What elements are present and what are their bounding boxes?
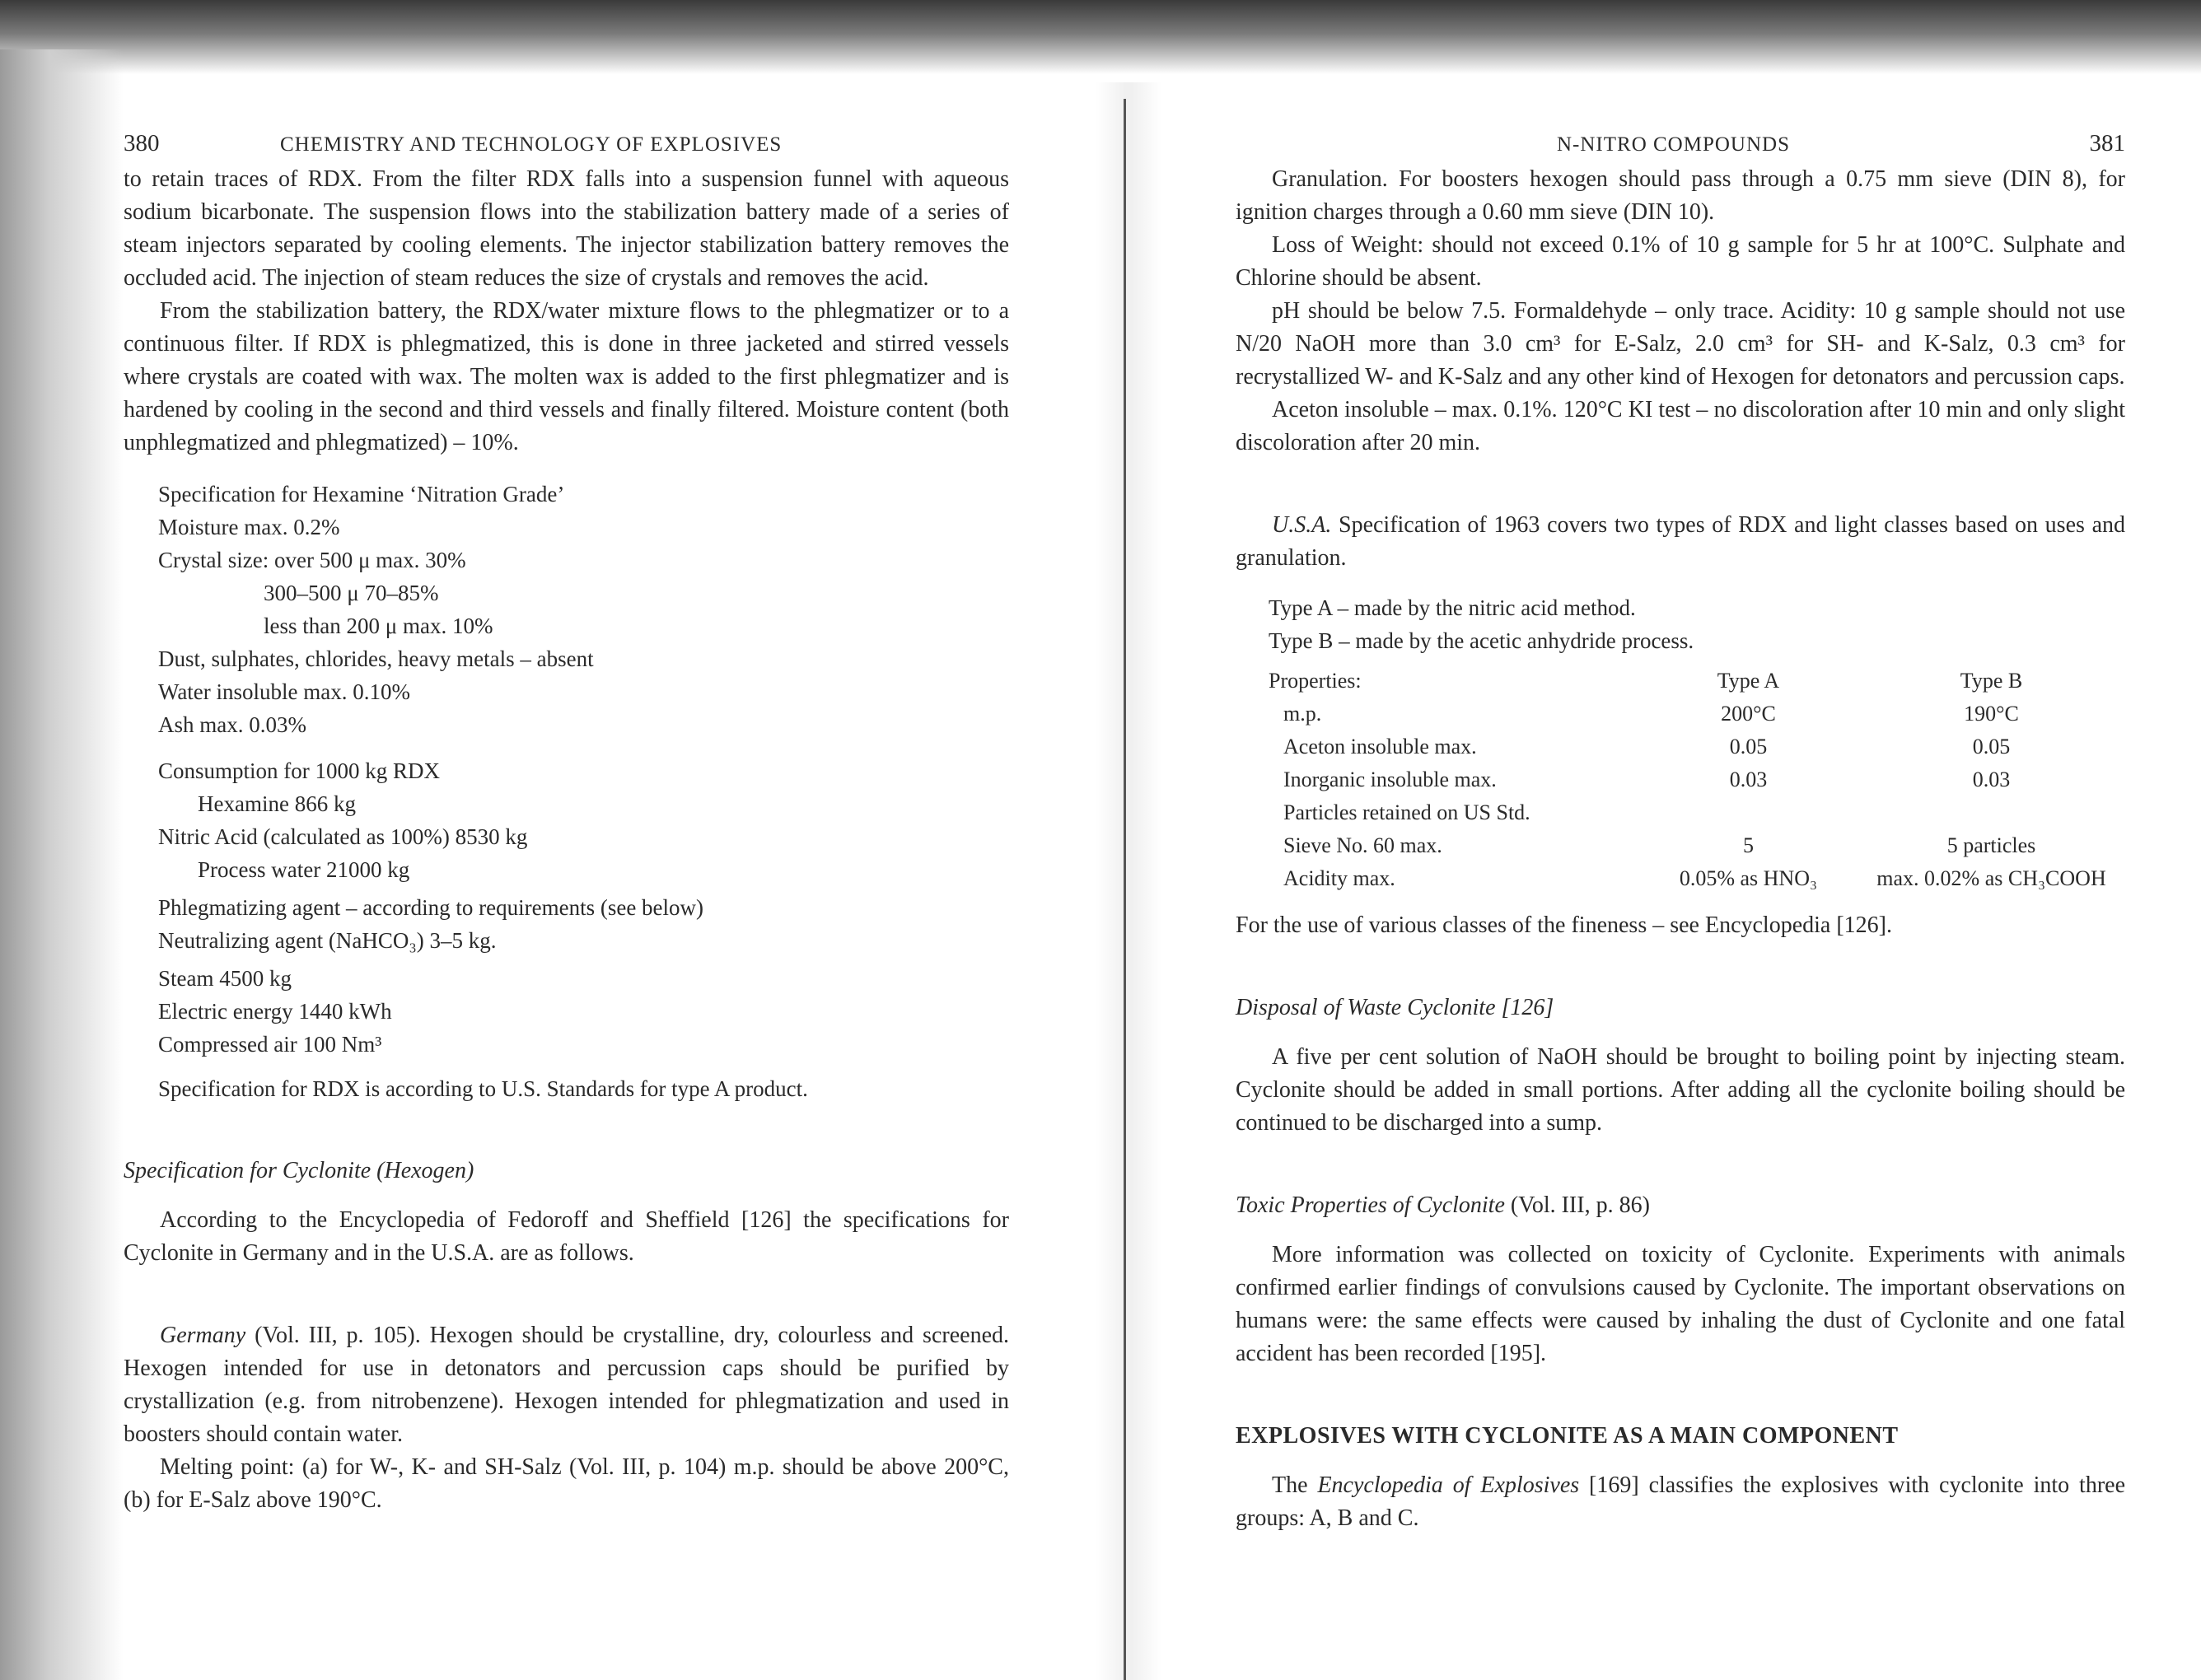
germany-text: (Vol. III, p. 105). Hexogen should be crystalline, dry, colourless and screened. Hexogen intended for use in detonators and percussion caps should be purified by crystallization (e.g. from nitrobenzene). Hexogen intended for phlegmatization and used in boosters should contain water.	[124, 1323, 1009, 1447]
table-cell: 0.03	[1729, 768, 1768, 791]
hexamine-crystal-range: 300–500 μ 70–85%	[264, 581, 439, 605]
right-running-head	[1236, 130, 2125, 163]
rdx-spec-line: Specification for RDX is according to U.S. Standards for type A product.	[158, 1076, 808, 1101]
paragraph-aceton: Aceton insoluble – max. 0.1%. 120°C KI test – no discoloration after 10 min and only slight discoloration after 20 min.	[1236, 397, 2125, 455]
paragraph-usa	[1236, 509, 2125, 575]
consumption-process-water: Process water 21000 kg	[198, 857, 410, 882]
explosives-heading: EXPLOSIVES WITH CYCLONITE AS A MAIN COMPONENT	[1236, 1423, 1899, 1449]
hexamine-crystal-small: less than 200 μ max. 10%	[264, 614, 493, 638]
final-italic: Encyclopedia of Explosives	[1317, 1472, 1580, 1498]
consumption-phlegmatizing: Phlegmatizing agent – according to requirements (see below)	[158, 895, 704, 920]
table-header-row	[1269, 669, 2125, 702]
table-cell: 5	[1742, 833, 1754, 857]
paragraph-stabilization: From the stabilization battery, the RDX/water mixture flows to the phlegmatizer or to a continuous filter. If RDX is phlegmatized, this is done in three jacketed and stirred vessels where crystals are coated with wax. The molten wax is added to the first phlegmatizer and is hardened by cooling in the second and third vessels and finally filtered. Moisture content (both unphlegmatized and phlegmatized) – 10%.	[124, 298, 1009, 455]
paragraph-toxic: More information was collected on toxicity of Cyclonite. Experiments with animals confirmed earlier findings of convulsions caused by Cyclonite. The important observations on humans were: the same effects were caused by inhaling the dust of Cyclonite and one fatal accident has been recorded [195].	[1236, 1242, 2125, 1366]
hexamine-dust: Dust, sulphates, chlorides, heavy metals – absent	[158, 646, 594, 671]
table-cell: 190°C	[1964, 702, 2019, 726]
hexamine-moisture: Moisture max. 0.2%	[158, 515, 340, 539]
consumption-block	[124, 754, 1009, 1105]
paragraph-filter: to retain traces of RDX. From the filter RDX falls into a suspension funnel with aqueous sodium bicarbonate. The suspension flows into the stabilization battery made of a series of steam injectors separated by cooling elements. The injector stabilization battery removes the occluded acid. The injection of steam reduces the size of crystals and removes the acid.	[124, 166, 1009, 291]
table-cell: Inorganic insoluble max.	[1283, 768, 1497, 791]
germany-label: Germany	[160, 1323, 246, 1348]
final-post: [169] classifies the explosives with cyclonite into three groups: A, B and C.	[1236, 1472, 2125, 1531]
hexamine-spec-title: Specification for Hexamine ‘Nitration Grade’	[158, 482, 565, 506]
table-row	[1269, 735, 2125, 768]
table-cell: Particles retained on US Std.	[1283, 800, 1530, 824]
scan-shadow-top	[0, 0, 2201, 74]
left-page	[124, 130, 1009, 1517]
toxic-heading	[1236, 1189, 2125, 1222]
consumption-title: Consumption for 1000 kg RDX	[158, 758, 441, 783]
table-cell: Aceton insoluble max.	[1283, 735, 1477, 758]
table-cell: Acidity max.	[1283, 866, 1395, 890]
table-cell: 0.03	[1972, 768, 2011, 791]
book-spine	[1124, 99, 1126, 1680]
consumption-steam: Steam 4500 kg	[158, 966, 292, 991]
table-row	[1269, 833, 2125, 866]
right-page	[1236, 130, 2125, 1535]
hexamine-ash: Ash max. 0.03%	[158, 712, 306, 737]
paragraph-fineness: For the use of various classes of the fineness – see Encyclopedia [126].	[1236, 912, 1892, 938]
paragraph-loss-of-weight: Loss of Weight: should not exceed 0.1% of 10 g sample for 5 hr at 100°C. Sulphate and Chlorine should be absent.	[1236, 232, 2125, 291]
table-header-cell: Type B	[1960, 669, 2023, 693]
table-header-cell: Type A	[1717, 669, 1780, 693]
type-list	[1236, 591, 2125, 657]
table-header-cell: Properties:	[1269, 669, 1362, 693]
hexamine-water-insoluble: Water insoluble max. 0.10%	[158, 679, 411, 704]
paragraph-ph: pH should be below 7.5. Formaldehyde – only trace. Acidity: 10 g sample should not use N/20 NaOH more than 3.0 cm³ for E-Salz, 2.0 cm³ for SH- and K-Salz, 0.3 cm³ for recrystallized W- and K-Salz and any other kind of Hexogen for detonators and percussion caps.	[1236, 298, 2125, 390]
paragraph-melting-point: Melting point: (a) for W-, K- and SH-Salz (Vol. III, p. 104) m.p. should be above 200°C, (b) for E-Salz above 190°C.	[124, 1454, 1009, 1513]
left-running-head	[124, 130, 1009, 163]
paragraph-encyclopedia: According to the Encyclopedia of Fedoroff and Sheffield [126] the specifications for Cyclonite in Germany and in the U.S.A. are as follows.	[124, 1207, 1009, 1266]
table-cell: 0.05	[1729, 735, 1768, 758]
table-cell: m.p.	[1283, 702, 1322, 726]
right-page-number: 381	[2089, 130, 2125, 156]
table-cell	[1639, 800, 1858, 833]
hexamine-specification	[124, 478, 1009, 741]
table-cell: Sieve No. 60 max.	[1283, 833, 1442, 857]
consumption-hexamine: Hexamine 866 kg	[198, 791, 356, 816]
usa-label: U.S.A.	[1272, 512, 1332, 538]
table-cell: 0.05	[1972, 735, 2011, 758]
disposal-heading: Disposal of Waste Cyclonite [126]	[1236, 995, 1554, 1020]
toxic-heading-ref: (Vol. III, p. 86)	[1504, 1192, 1650, 1218]
paragraph-disposal: A five per cent solution of NaOH should be brought to boiling point by injecting steam. Cyclonite should be added in small portions. After adding all the cyclonite boiling should be continued to be discharged into a sump.	[1236, 1044, 2125, 1136]
table-row	[1269, 702, 2125, 735]
consumption-electric: Electric energy 1440 kWh	[158, 999, 392, 1024]
final-pre: The	[1272, 1472, 1318, 1498]
type-a-line: Type A – made by the nitric acid method.	[1269, 595, 1636, 620]
table-cell: 0.05% as HNO₃	[1679, 866, 1818, 890]
consumption-nitric-acid: Nitric Acid (calculated as 100%) 8530 kg	[158, 824, 528, 849]
table-row	[1269, 768, 2125, 800]
table-cell	[1858, 800, 2125, 833]
consumption-neutralizing: Neutralizing agent (NaHCO₃) 3–5 kg.	[158, 928, 497, 953]
type-b-line: Type B – made by the acetic anhydride process.	[1269, 628, 1694, 653]
hexamine-crystal-size: Crystal size: over 500 μ max. 30%	[158, 548, 466, 572]
table-cell: 5 particles	[1946, 833, 2036, 857]
paragraph-germany	[124, 1319, 1009, 1451]
usa-text: Specification of 1963 covers two types of RDX and light classes based on uses and granulation.	[1236, 512, 2125, 571]
paragraph-granulation: Granulation. For boosters hexogen should pass through a 0.75 mm sieve (DIN 8), for ignition charges through a 0.60 mm sieve (DIN 10).	[1236, 166, 2125, 225]
paragraph-final	[1236, 1469, 2125, 1535]
book-gutter	[1096, 82, 1161, 1680]
table-row	[1269, 866, 2125, 899]
left-page-number: 380	[124, 130, 160, 156]
consumption-air: Compressed air 100 Nm³	[158, 1032, 382, 1057]
table-cell: 200°C	[1721, 702, 1776, 726]
right-running-title: N-NITRO COMPOUNDS	[1557, 133, 1790, 156]
section-heading-cyclonite-spec: Specification for Cyclonite (Hexogen)	[124, 1158, 474, 1183]
scan-shadow-left	[0, 49, 124, 1680]
left-running-title: CHEMISTRY AND TECHNOLOGY OF EXPLOSIVES	[280, 133, 783, 156]
table-cell: max. 0.02% as CH₃COOH	[1876, 866, 2106, 890]
properties-table	[1269, 669, 2125, 899]
toxic-heading-title: Toxic Properties of Cyclonite	[1236, 1192, 1505, 1218]
table-row	[1269, 800, 2125, 833]
